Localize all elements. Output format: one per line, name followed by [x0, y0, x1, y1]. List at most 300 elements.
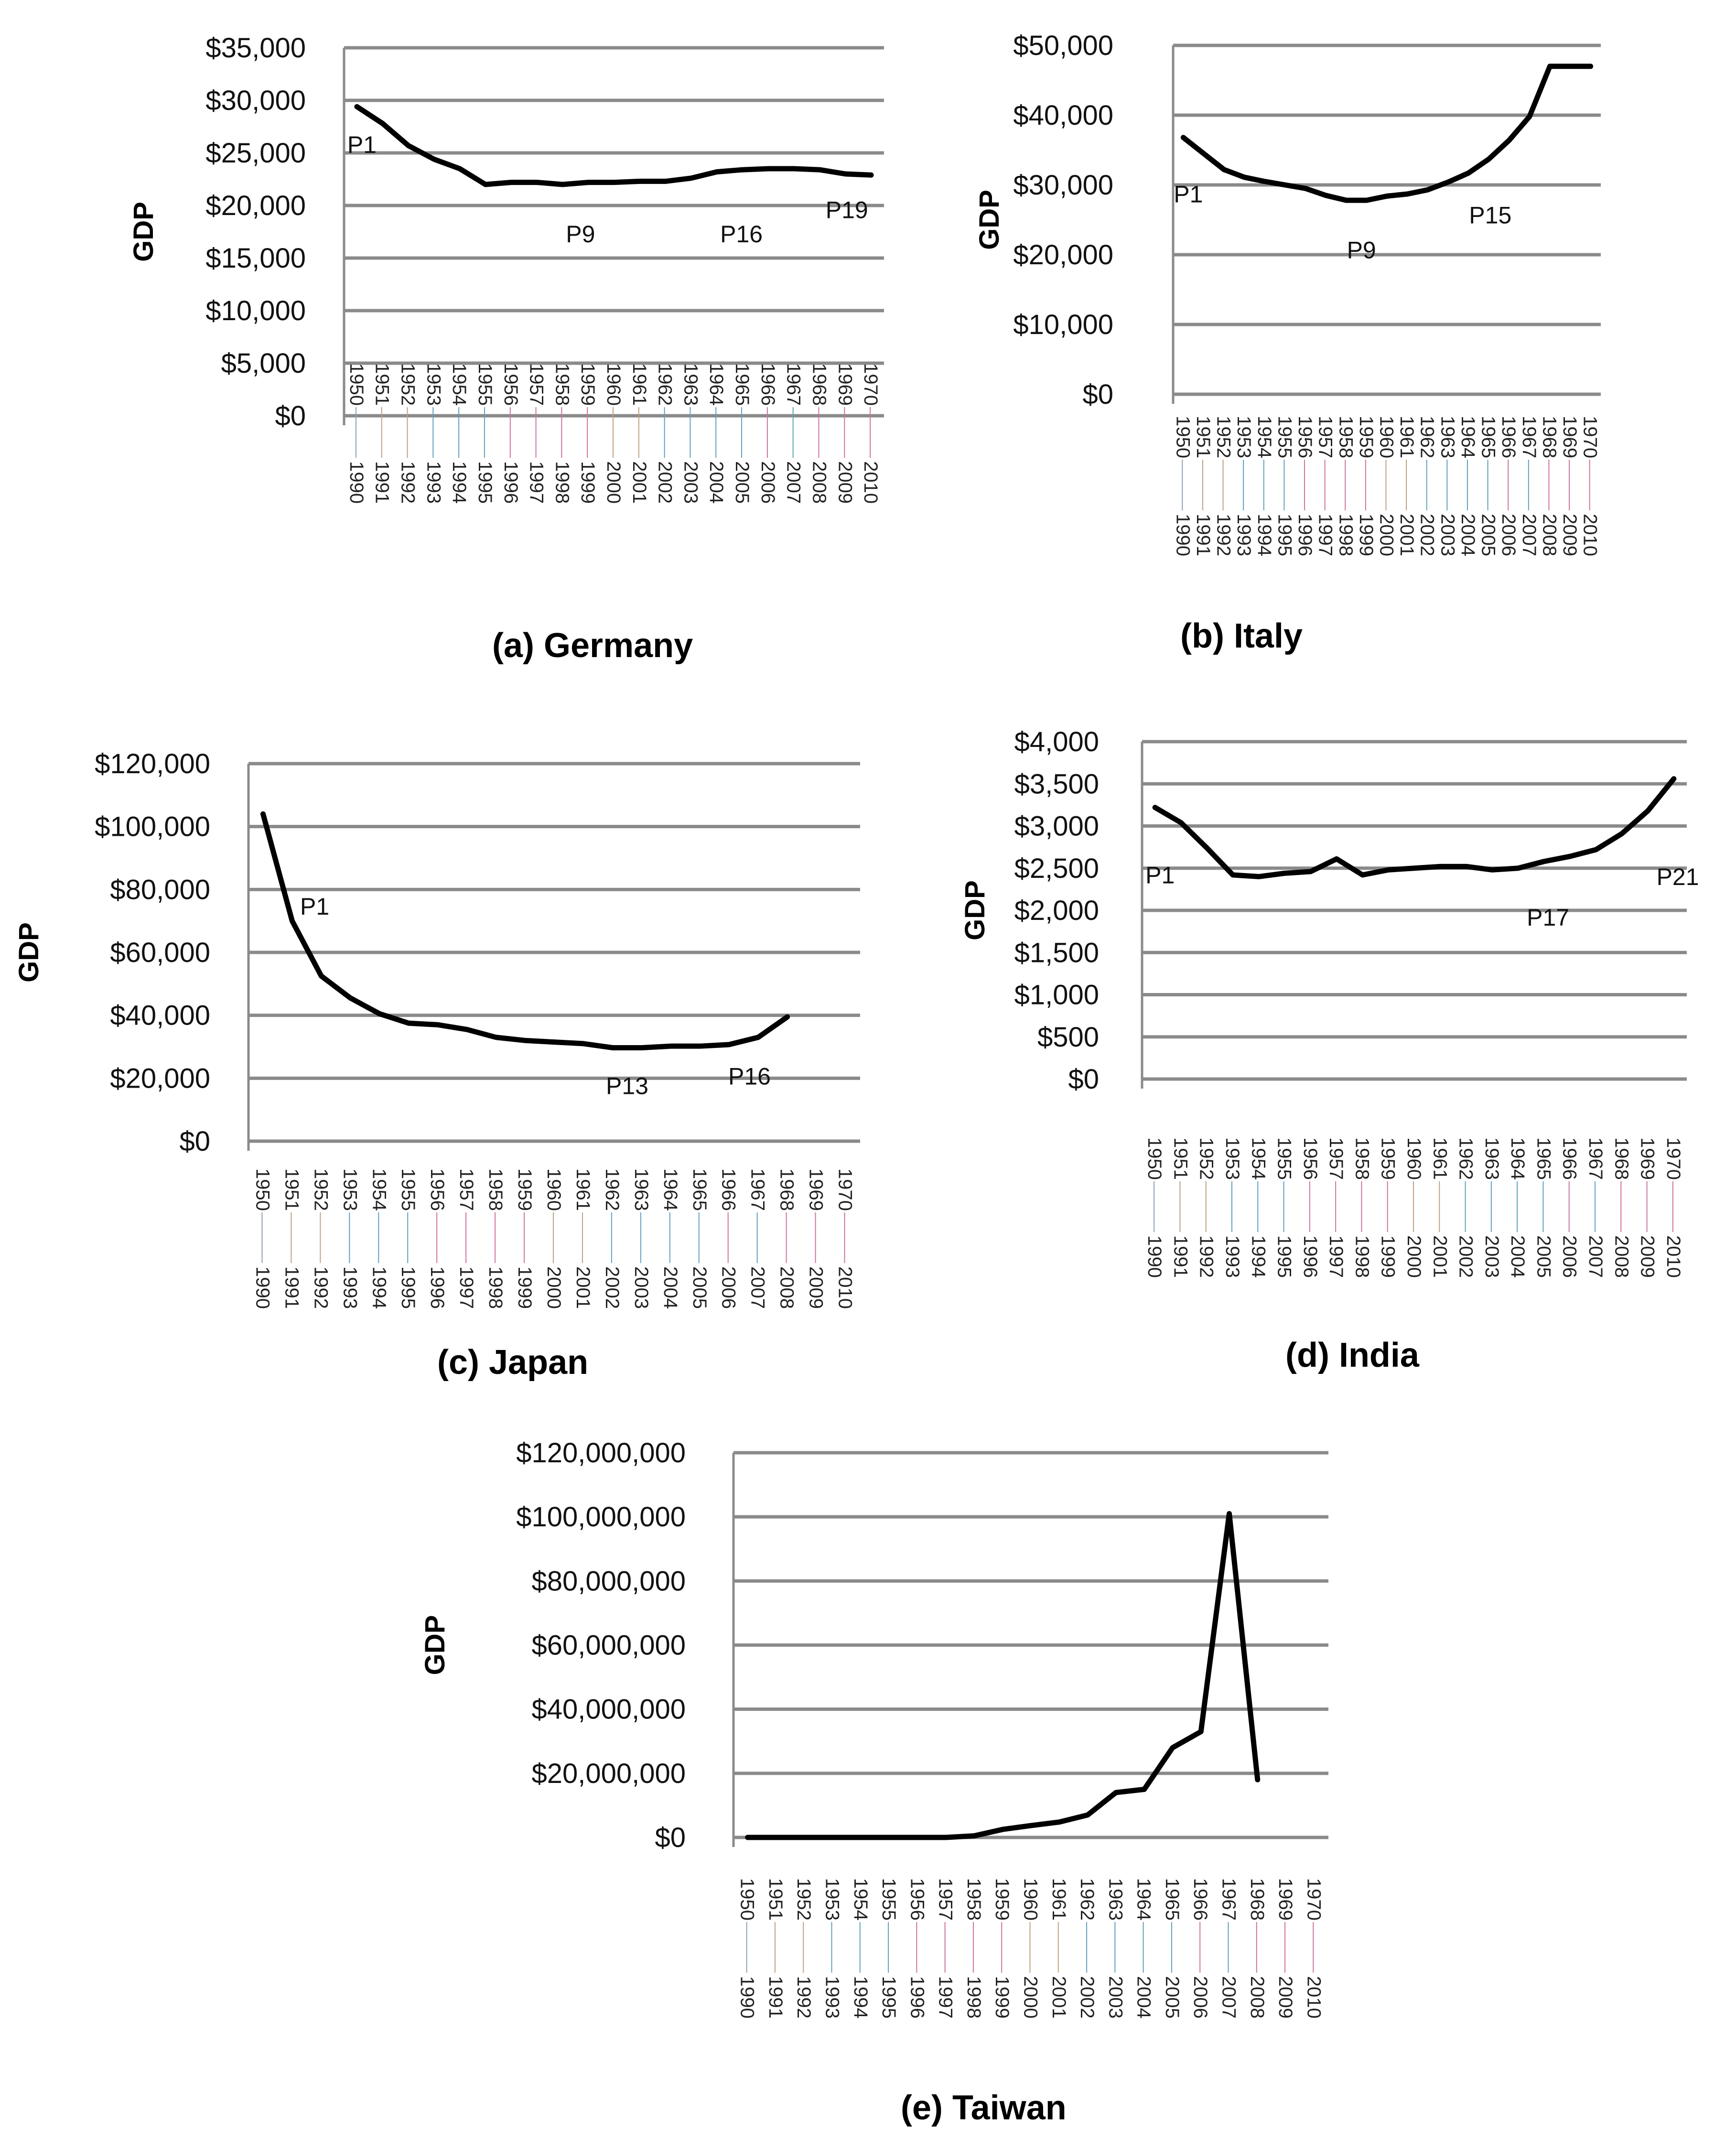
x-tick-label: [1162, 1878, 1183, 2019]
svg-text:2003: 2003: [1437, 514, 1458, 556]
svg-text:2004: 2004: [706, 461, 727, 504]
x-tick-label: [310, 1168, 331, 1309]
x-tick-label: [1663, 1137, 1684, 1278]
chart-panel-germany: [0, 0, 908, 693]
svg-text:1998: 1998: [1351, 1235, 1373, 1278]
y-tick-label: $5,000: [221, 348, 306, 379]
svg-text:1999: 1999: [1355, 514, 1377, 556]
svg-text:2010: 2010: [860, 461, 882, 504]
svg-text:1964: 1964: [706, 363, 727, 406]
y-tick-label: $3,000: [1014, 810, 1099, 842]
svg-text:1992: 1992: [1213, 514, 1234, 556]
svg-text:1950: 1950: [736, 1878, 758, 1921]
svg-text:1962: 1962: [1077, 1878, 1098, 1921]
svg-text:1966: 1966: [1498, 416, 1520, 458]
svg-text:1996: 1996: [906, 1976, 928, 2019]
svg-text:2001: 2001: [1396, 514, 1418, 556]
svg-text:1994: 1994: [1248, 1235, 1269, 1278]
x-tick-label: [1559, 416, 1580, 556]
svg-text:2007: 2007: [1218, 1976, 1240, 2019]
x-tick-label: [963, 1878, 984, 2019]
x-tick-label: [631, 1168, 652, 1309]
svg-text:2008: 2008: [776, 1266, 798, 1309]
svg-text:1956: 1956: [1299, 1137, 1321, 1180]
svg-text:2002: 2002: [1455, 1235, 1477, 1278]
x-tick-label: [1611, 1137, 1632, 1278]
point-annotation: P17: [1527, 904, 1570, 931]
x-tick-label: [1585, 1137, 1606, 1278]
svg-text:1994: 1994: [850, 1976, 871, 2019]
svg-text:1961: 1961: [572, 1168, 593, 1211]
x-tick-label: [793, 1878, 814, 2019]
svg-text:1959: 1959: [1355, 416, 1377, 458]
svg-text:1959: 1959: [577, 363, 599, 406]
x-tick-label: [1507, 1137, 1528, 1278]
svg-text:1950: 1950: [1172, 416, 1194, 458]
x-tick-label: [765, 1878, 786, 2019]
data-line: [357, 107, 871, 184]
svg-text:1970: 1970: [1662, 1137, 1684, 1180]
x-tick-label: [1315, 416, 1336, 556]
svg-text:1962: 1962: [1416, 416, 1438, 458]
svg-text:1960: 1960: [1403, 1137, 1424, 1180]
svg-text:2000: 2000: [1403, 1235, 1424, 1278]
svg-text:1996: 1996: [500, 461, 521, 504]
point-annotation: P1: [347, 131, 377, 158]
svg-text:1969: 1969: [805, 1168, 827, 1211]
svg-text:1998: 1998: [963, 1976, 984, 2019]
svg-text:2005: 2005: [1533, 1235, 1554, 1278]
x-tick-label: [281, 1168, 302, 1309]
data-line: [748, 1513, 1258, 1837]
svg-text:2004: 2004: [659, 1266, 681, 1309]
y-tick-label: $80,000,000: [531, 1566, 686, 1597]
x-tick-label: [1020, 1878, 1041, 2019]
svg-text:2009: 2009: [805, 1266, 827, 1309]
y-tick-label: $10,000: [205, 295, 306, 326]
y-tick-label: $0: [275, 400, 306, 432]
svg-text:1957: 1957: [456, 1168, 477, 1211]
svg-text:1953: 1953: [423, 363, 444, 406]
point-annotation: P19: [825, 196, 868, 224]
svg-text:1954: 1954: [449, 363, 470, 406]
x-tick-label: [1077, 1878, 1098, 2019]
svg-text:1956: 1956: [500, 363, 521, 406]
svg-text:1991: 1991: [1192, 514, 1214, 556]
x-tick-label: [1351, 1137, 1372, 1278]
svg-text:2000: 2000: [603, 461, 624, 504]
y-tick-label: $60,000,000: [531, 1630, 686, 1661]
x-tick-label: [783, 363, 804, 504]
svg-text:1961: 1961: [628, 363, 650, 406]
svg-text:2002: 2002: [654, 461, 676, 504]
svg-text:2001: 2001: [628, 461, 650, 504]
x-tick-label: [603, 363, 624, 504]
x-tick-label: [252, 1168, 273, 1309]
chart-italy: [908, 0, 1736, 597]
svg-text:1999: 1999: [992, 1976, 1013, 2019]
x-tick-label: [1274, 416, 1295, 556]
svg-text:1966: 1966: [757, 363, 778, 406]
svg-text:1952: 1952: [1196, 1137, 1217, 1180]
svg-text:1966: 1966: [1190, 1878, 1211, 1921]
x-tick-label: [1403, 1137, 1424, 1278]
svg-text:1993: 1993: [1222, 1235, 1243, 1278]
x-tick-label: [572, 1168, 593, 1309]
y-axis-label: GDP: [974, 190, 1005, 250]
x-tick-label: [1196, 1137, 1217, 1278]
chart-germany: [0, 0, 908, 597]
svg-text:2010: 2010: [1662, 1235, 1684, 1278]
svg-text:2009: 2009: [1637, 1235, 1658, 1278]
svg-text:1965: 1965: [1477, 416, 1499, 458]
x-tick-label: [850, 1878, 871, 2019]
y-tick-label: $40,000: [110, 1000, 210, 1031]
svg-text:1952: 1952: [310, 1168, 332, 1211]
x-tick-label: [1356, 416, 1377, 556]
x-tick-label: [680, 363, 701, 504]
svg-text:1957: 1957: [1326, 1137, 1347, 1180]
svg-text:1968: 1968: [1246, 1878, 1268, 1921]
x-tick-label: [718, 1168, 739, 1309]
y-tick-label: $30,000: [1013, 170, 1113, 201]
x-tick-label: [427, 1168, 448, 1309]
x-tick-label: [1172, 416, 1193, 556]
y-tick-label: $80,000: [110, 874, 210, 906]
svg-text:1967: 1967: [1218, 1878, 1240, 1921]
svg-text:1951: 1951: [765, 1878, 786, 1921]
y-tick-label: $120,000: [95, 748, 210, 779]
svg-text:1965: 1965: [689, 1168, 710, 1211]
svg-text:1995: 1995: [1273, 1235, 1295, 1278]
x-tick-label: [1481, 1137, 1502, 1278]
caption-japan: (c) Japan: [437, 1343, 589, 1382]
svg-text:1959: 1959: [992, 1878, 1013, 1921]
x-tick-label: [372, 363, 393, 504]
svg-text:1993: 1993: [423, 461, 444, 504]
svg-text:2003: 2003: [680, 461, 701, 504]
x-tick-label: [1376, 416, 1397, 556]
svg-text:1995: 1995: [1274, 514, 1295, 556]
svg-text:1969: 1969: [1637, 1137, 1658, 1180]
svg-text:2005: 2005: [732, 461, 753, 504]
svg-text:2009: 2009: [834, 461, 856, 504]
svg-text:1958: 1958: [551, 363, 573, 406]
svg-text:1954: 1954: [368, 1168, 390, 1211]
x-tick-label: [1498, 416, 1519, 556]
x-tick-label: [629, 363, 650, 504]
svg-text:1990: 1990: [736, 1976, 758, 2019]
y-tick-label: $500: [1037, 1021, 1099, 1053]
svg-text:1950: 1950: [252, 1168, 273, 1211]
y-tick-label: $30,000: [205, 85, 306, 116]
svg-text:2001: 2001: [572, 1266, 593, 1309]
y-tick-label: $20,000: [1013, 239, 1113, 270]
x-tick-label: [655, 363, 676, 504]
svg-text:1951: 1951: [1170, 1137, 1191, 1180]
y-tick-label: $60,000: [110, 937, 210, 968]
svg-text:2002: 2002: [1416, 514, 1438, 556]
x-tick-label: [822, 1878, 843, 2019]
svg-text:1953: 1953: [821, 1878, 843, 1921]
x-tick-label: [835, 1168, 856, 1309]
svg-text:1995: 1995: [878, 1976, 900, 2019]
caption-taiwan: (e) Taiwan: [901, 2089, 1067, 2127]
y-tick-label: $100,000: [95, 811, 210, 842]
svg-text:1996: 1996: [1299, 1235, 1321, 1278]
svg-text:1966: 1966: [718, 1168, 739, 1211]
x-tick-label: [737, 1878, 758, 2019]
svg-text:1991: 1991: [371, 461, 393, 504]
y-axis-label: GDP: [960, 880, 991, 940]
x-tick-label: [1275, 1878, 1296, 2019]
x-tick-label: [1254, 416, 1275, 556]
svg-text:1997: 1997: [456, 1266, 477, 1309]
svg-text:2001: 2001: [1048, 1976, 1069, 2019]
x-tick-label: [1247, 1878, 1268, 2019]
svg-text:1964: 1964: [659, 1168, 681, 1211]
svg-text:1993: 1993: [821, 1976, 843, 2019]
svg-text:2003: 2003: [1481, 1235, 1502, 1278]
x-tick-label: [747, 1168, 768, 1309]
y-tick-label: $0: [1082, 379, 1113, 410]
x-tick-label: [1300, 1137, 1321, 1278]
y-tick-label: $40,000,000: [531, 1694, 686, 1725]
x-tick-label: [1539, 416, 1560, 556]
x-tick-label: [878, 1878, 899, 2019]
svg-text:1956: 1956: [1294, 416, 1316, 458]
svg-text:1958: 1958: [1351, 1137, 1373, 1180]
svg-text:1963: 1963: [1105, 1878, 1126, 1921]
x-tick-label: [1213, 416, 1234, 556]
svg-text:1956: 1956: [427, 1168, 448, 1211]
svg-text:1954: 1954: [850, 1878, 871, 1921]
y-tick-label: $0: [179, 1126, 210, 1157]
point-annotation: P1: [1174, 181, 1203, 208]
x-tick-label: [1233, 416, 1254, 556]
x-tick-label: [1193, 416, 1214, 556]
x-tick-label: [1429, 1137, 1450, 1278]
x-tick-label: [500, 363, 521, 504]
svg-text:1998: 1998: [551, 461, 573, 504]
svg-text:2006: 2006: [718, 1266, 739, 1309]
x-tick-label: [339, 1168, 360, 1309]
y-tick-label: $2,500: [1014, 853, 1099, 884]
svg-text:2009: 2009: [1559, 514, 1581, 556]
svg-text:1960: 1960: [1376, 416, 1397, 458]
svg-text:1968: 1968: [809, 363, 830, 406]
x-tick-label: [689, 1168, 710, 1309]
x-tick-label: [834, 363, 855, 504]
svg-text:2010: 2010: [1579, 514, 1601, 556]
svg-text:1969: 1969: [834, 363, 856, 406]
caption-india: (d) India: [1285, 1336, 1419, 1374]
svg-text:1968: 1968: [1611, 1137, 1632, 1180]
svg-text:1950: 1950: [1144, 1137, 1165, 1180]
svg-text:1992: 1992: [1196, 1235, 1217, 1278]
svg-text:1958: 1958: [1335, 416, 1357, 458]
svg-text:1996: 1996: [427, 1266, 448, 1309]
svg-text:1956: 1956: [906, 1878, 928, 1921]
svg-text:1994: 1994: [368, 1266, 390, 1309]
point-annotation: P16: [728, 1063, 771, 1090]
svg-text:2010: 2010: [1303, 1976, 1325, 2019]
svg-text:1999: 1999: [577, 461, 599, 504]
svg-text:1966: 1966: [1559, 1137, 1580, 1180]
svg-text:1993: 1993: [339, 1266, 361, 1309]
y-tick-label: $15,000: [205, 243, 306, 274]
svg-text:2004: 2004: [1133, 1976, 1154, 2019]
svg-text:2006: 2006: [757, 461, 778, 504]
svg-text:1997: 1997: [526, 461, 547, 504]
caption-germany: (a) Germany: [492, 626, 693, 665]
x-tick-label: [551, 363, 572, 504]
svg-text:1950: 1950: [345, 363, 367, 406]
svg-text:1961: 1961: [1048, 1878, 1069, 1921]
svg-text:1951: 1951: [371, 363, 393, 406]
chart-japan: [0, 693, 908, 1343]
x-tick-label: [806, 1168, 827, 1309]
point-annotation: P15: [1469, 202, 1512, 229]
x-tick-label: [456, 1168, 477, 1309]
svg-text:1992: 1992: [793, 1976, 815, 2019]
svg-text:1955: 1955: [1273, 1137, 1295, 1180]
x-tick-label: [423, 363, 444, 504]
svg-text:2000: 2000: [543, 1266, 564, 1309]
svg-text:1995: 1995: [474, 461, 496, 504]
x-tick-label: [1637, 1137, 1658, 1278]
y-tick-label: $3,500: [1014, 768, 1099, 800]
x-tick-label: [1559, 1137, 1580, 1278]
svg-text:1967: 1967: [783, 363, 804, 406]
x-tick-label: [1478, 416, 1499, 556]
x-tick-label: [757, 363, 778, 504]
svg-text:1961: 1961: [1429, 1137, 1451, 1180]
svg-text:1963: 1963: [630, 1168, 652, 1211]
svg-text:1964: 1964: [1507, 1137, 1529, 1180]
svg-text:1959: 1959: [1377, 1137, 1399, 1180]
chart-india: [908, 693, 1736, 1328]
x-tick-label: [346, 363, 367, 504]
svg-text:1963: 1963: [1437, 416, 1458, 458]
svg-text:2004: 2004: [1507, 1235, 1529, 1278]
svg-text:2007: 2007: [1518, 514, 1540, 556]
y-tick-label: $20,000: [205, 190, 306, 221]
svg-text:1961: 1961: [1396, 416, 1418, 458]
svg-text:1955: 1955: [474, 363, 496, 406]
svg-text:1968: 1968: [776, 1168, 798, 1211]
svg-text:1996: 1996: [1294, 514, 1316, 556]
svg-text:1990: 1990: [345, 461, 367, 504]
y-tick-label: $25,000: [205, 138, 306, 169]
x-tick-label: [860, 363, 881, 504]
svg-text:1990: 1990: [252, 1266, 273, 1309]
x-tick-label: [935, 1878, 956, 2019]
y-tick-label: $0: [655, 1822, 686, 1853]
svg-text:2008: 2008: [1539, 514, 1560, 556]
svg-text:2006: 2006: [1498, 514, 1520, 556]
svg-text:1997: 1997: [935, 1976, 956, 2019]
x-tick-label: [1519, 416, 1540, 556]
svg-text:1952: 1952: [793, 1878, 815, 1921]
svg-text:1998: 1998: [485, 1266, 507, 1309]
x-tick-label: [1456, 1137, 1477, 1278]
y-tick-label: $35,000: [205, 32, 306, 64]
svg-text:2004: 2004: [1457, 514, 1478, 556]
svg-text:1952: 1952: [397, 363, 419, 406]
chart-panel-taiwan: [382, 1410, 1386, 2149]
y-tick-label: $40,000: [1013, 100, 1113, 131]
x-tick-label: [906, 1878, 927, 2019]
point-annotation: P13: [606, 1072, 648, 1100]
chart-panel-india: [908, 693, 1736, 1410]
x-tick-label: [732, 363, 753, 504]
x-tick-label: [1133, 1878, 1154, 2019]
svg-text:2008: 2008: [809, 461, 830, 504]
svg-text:1958: 1958: [485, 1168, 507, 1211]
x-tick-label: [1274, 1137, 1295, 1278]
svg-text:2007: 2007: [1585, 1235, 1606, 1278]
svg-text:1964: 1964: [1133, 1878, 1154, 1921]
x-tick-label: [1378, 1137, 1399, 1278]
svg-text:1960: 1960: [1020, 1878, 1041, 1921]
svg-text:1967: 1967: [747, 1168, 768, 1211]
svg-text:1997: 1997: [1315, 514, 1336, 556]
point-annotation: P21: [1656, 864, 1699, 891]
caption-italy: (b) Italy: [1180, 617, 1303, 655]
svg-text:2006: 2006: [1559, 1235, 1580, 1278]
svg-text:1992: 1992: [310, 1266, 332, 1309]
svg-text:1955: 1955: [398, 1168, 419, 1211]
svg-text:2009: 2009: [1275, 1976, 1296, 2019]
svg-text:1965: 1965: [732, 363, 753, 406]
x-tick-label: [1248, 1137, 1269, 1278]
y-axis-label: GDP: [13, 922, 44, 983]
svg-text:1969: 1969: [1559, 416, 1581, 458]
svg-text:2005: 2005: [1477, 514, 1499, 556]
svg-text:1953: 1953: [1222, 1137, 1243, 1180]
x-tick-label: [1335, 416, 1356, 556]
svg-text:1951: 1951: [1192, 416, 1214, 458]
svg-text:1955: 1955: [878, 1878, 900, 1921]
svg-text:2003: 2003: [630, 1266, 652, 1309]
x-tick-label: [776, 1168, 798, 1309]
svg-text:1965: 1965: [1161, 1878, 1183, 1921]
svg-text:2000: 2000: [1020, 1976, 1041, 2019]
data-line: [263, 814, 787, 1048]
y-tick-label: $4,000: [1014, 726, 1099, 757]
x-tick-label: [1048, 1878, 1069, 2019]
y-tick-label: $50,000: [1013, 30, 1113, 61]
x-tick-label: [485, 1168, 506, 1309]
point-annotation: P16: [720, 221, 763, 248]
svg-text:1990: 1990: [1172, 514, 1194, 556]
point-annotation: P9: [1347, 237, 1376, 264]
svg-text:2003: 2003: [1105, 1976, 1126, 2019]
svg-text:2008: 2008: [1611, 1235, 1632, 1278]
svg-text:1954: 1954: [1248, 1137, 1269, 1180]
svg-text:1991: 1991: [765, 1976, 786, 2019]
x-tick-label: [809, 363, 830, 504]
point-annotation: P9: [566, 221, 595, 248]
svg-text:1994: 1994: [1253, 514, 1275, 556]
y-tick-label: $10,000: [1013, 309, 1113, 340]
x-tick-label: [660, 1168, 681, 1309]
svg-text:1998: 1998: [1335, 514, 1357, 556]
y-tick-label: $1,000: [1014, 979, 1099, 1011]
svg-text:1968: 1968: [1539, 416, 1560, 458]
x-tick-label: [1417, 416, 1438, 556]
